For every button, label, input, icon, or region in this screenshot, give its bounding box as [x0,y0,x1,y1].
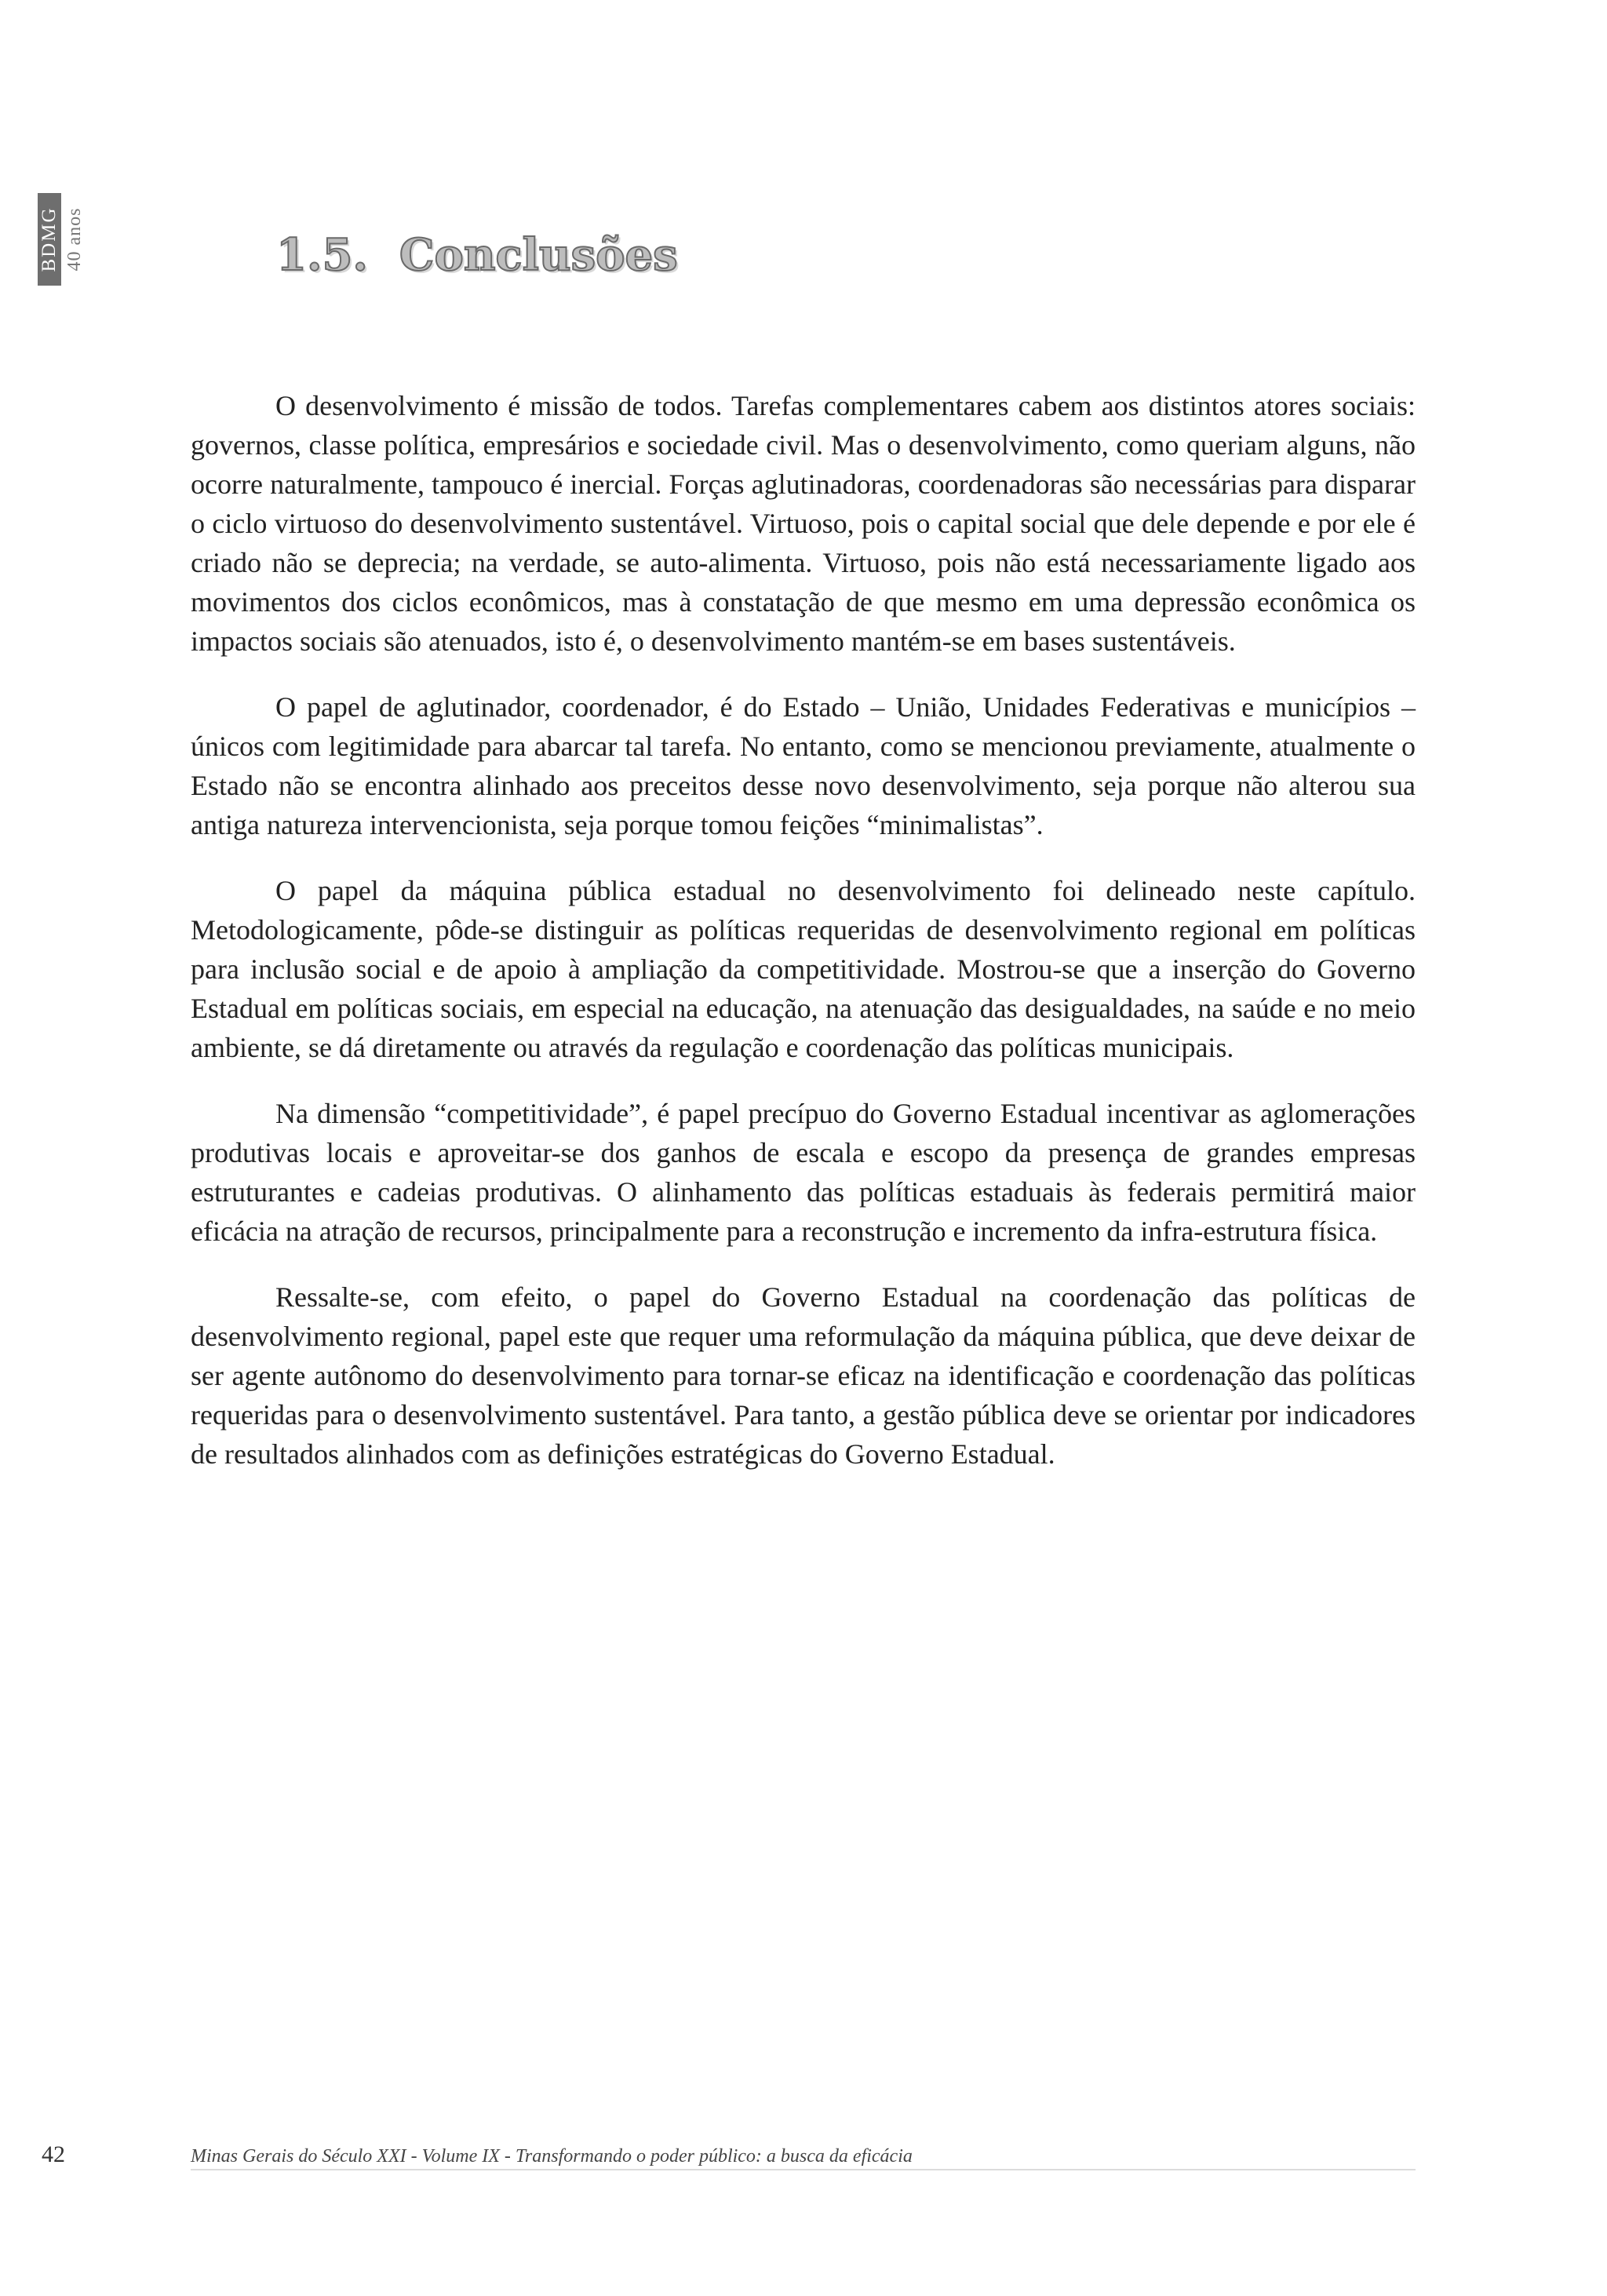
paragraph-4: Na dimensão “competitividade”, é papel precípuo do Governo Estadual incentivar as aglomerações produtivas locais e aproveitar-se dos ganhos de escala e escopo da presença de grandes empresas estruturantes e cadeias produtivas. O alinhamento das políticas estaduais às federais permitirá maior eficácia na atração de recursos, principalmente para a reconstrução e incremento da infra-estrutura física. [191,1098,1416,1247]
section-title-text: Conclusões [399,229,678,281]
logo-brand-text: BDMG [38,206,60,272]
paragraph-5: Ressalte-se, com efeito, o papel do Governo Estadual na coordenação das políticas de desenvolvimento regional, papel este que requer uma reformulação da máquina pública, que deve deixar de ser agente autônomo do desenvolvimento para tornar-se eficaz na identificação e coordenação das políticas requeridas para o desenvolvimento sustentável. Para tanto, a gestão pública deve se orientar por indicadores de resultados alinhados com as definições estratégicas do Governo Estadual. [191,1281,1416,1470]
running-footer-title: Minas Gerais do Século XXI - Volume IX - Transformando o poder público: a busca da eficácia [191,2146,913,2167]
paragraph-2: O papel de aglutinador, coordenador, é do Estado – União, Unidades Federativas e municípios – únicos com legitimidade para abarcar tal tarefa. No entanto, como se mencionou previamente, atualmente o Estado não se encontra alinhado aos preceitos desse novo desenvolvimento, seja porque não alterou sua antiga natureza intervencionista, seja porque tomou feições “minimalistas”. [191,691,1416,840]
footer-divider [191,2169,1416,2170]
paragraph-1: O desenvolvimento é missão de todos. Tarefas complementares cabem aos distintos atores sociais: governos, classe política, empresários e sociedade civil. Mas o desenvolvimento, como queriam alguns, não ocorre naturalmente, tampouco é inercial. Forças aglutinadoras, coordenadoras são necessárias para disparar o ciclo virtuoso do desenvolvimento sustentável. Virtuoso, pois o capital social que dele depende e por ele é criado não se deprecia; na verdade, se auto-alimenta. Virtuoso, pois não está necessariamente ligado aos movimentos dos ciclos econômicos, mas à constatação de que mesmo em uma depressão econômica os impactos sociais são atenuados, isto é, o desenvolvimento mantém-se em bases sustentáveis. [191,390,1416,657]
section-title [276,228,678,282]
bdmg-logo [38,193,88,286]
body-text [191,386,1416,1500]
section-number: 1.5. [276,229,368,281]
paragraph-3: O papel da máquina pública estadual no desenvolvimento foi delineado neste capítulo. Metodologicamente, pôde-se distinguir as políticas requeridas de desenvolvimento regional em políticas para inclusão social e de apoio à ampliação da competitividade. Mostrou-se que a inserção do Governo Estadual em políticas sociais, em especial na educação, na atenuação das desigualdades, na saúde e no meio ambiente, se dá diretamente ou através da regulação e coordenação das políticas municipais. [191,875,1416,1063]
page-number: 42 [42,2141,65,2167]
logo-tagline-text: 40 anos [64,207,85,272]
